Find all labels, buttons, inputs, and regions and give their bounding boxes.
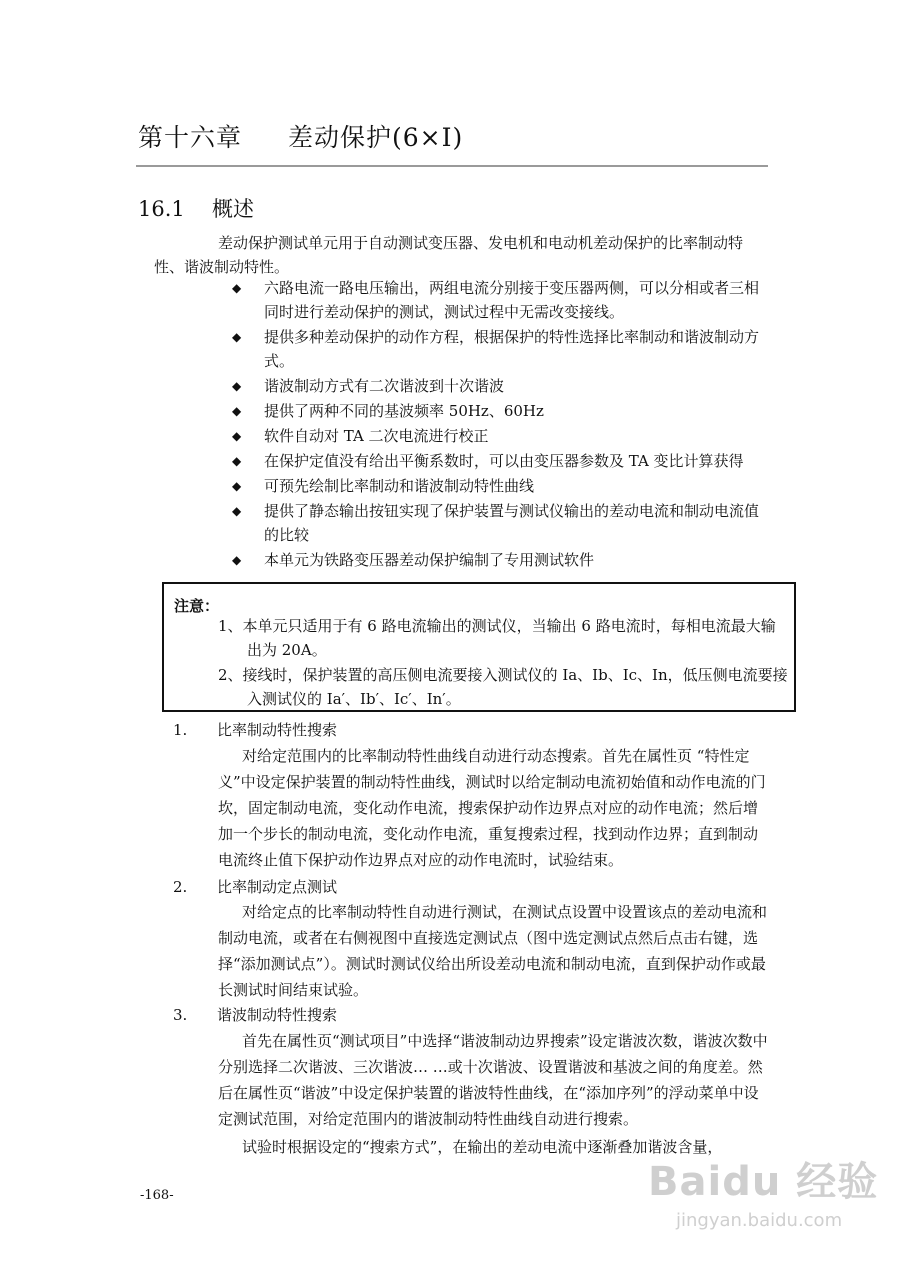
item-body: 对给定范围内的比率制动特性曲线自动进行动态搜索。首先在属性页 “特性定义”中设定保护装置的制动特性曲线，测试时以给定制动电流初始值和动作电流的门坎，固定制动电流，变化动作电流，搜索保护动作边界点对应的动作电流；然后增加一个步长的制动电流，变化动作电流，重复搜索过程，找到动作边界；直到制动电流终止值下保护动作边界点对应的动作电流时，试验结束。 <box>218 747 766 869</box>
note-item <box>218 663 788 711</box>
baidu-jingyan-logo: Baidu 经验 <box>648 1159 879 1205</box>
intro-paragraph <box>154 231 770 279</box>
feature-item <box>232 449 772 473</box>
diamond-bullet-icon: ◆ <box>232 429 242 443</box>
section-title: 概述 <box>212 197 254 221</box>
feature-item <box>232 374 772 398</box>
feature-text: 提供了静态输出按钮实现了保护装置与测试仪输出的差动电流和制动电流值的比较 <box>264 502 760 544</box>
item-heading <box>173 719 337 740</box>
diamond-bullet-icon: ◆ <box>232 330 242 344</box>
item-heading <box>173 876 337 897</box>
feature-text: 可预先绘制比率制动和谐波制动特性曲线 <box>264 477 535 495</box>
note-box <box>162 582 796 712</box>
item-title: 比率制动定点测试 <box>217 878 338 896</box>
item-number: 3. <box>173 1006 188 1024</box>
watermark <box>648 1150 888 1268</box>
page-number: -168- <box>140 1188 174 1203</box>
diamond-bullet-icon: ◆ <box>232 479 242 493</box>
feature-item <box>232 499 772 547</box>
section-number: 16.1 <box>138 197 185 221</box>
feature-list <box>232 276 772 573</box>
intro-line-1: 差动保护测试单元用于自动测试变压器、发电机和电动机差动保护的比率制动特 <box>218 234 744 252</box>
item-number: 1. <box>173 721 188 739</box>
diamond-bullet-icon: ◆ <box>232 504 242 518</box>
note-label: 注意： <box>174 597 220 615</box>
diamond-bullet-icon: ◆ <box>232 404 242 418</box>
feature-item <box>232 399 772 423</box>
feature-text: 本单元为铁路变压器差动保护编制了专用测试软件 <box>264 551 595 569</box>
item-body: 首先在属性页“测试项目”中选择“谐波制动边界搜索”设定谐波次数，谐波次数中分别选择二次谐波、三次谐波… …或十次谐波、设置谐波和基波之间的角度差。然后在属性页“谐波”中设定保护装置的谐波特性曲线，在“添加序列”的浮动菜单中设定测试范围，对给定范围内的谐波制动特性曲线自动进行搜索。 <box>218 1032 768 1128</box>
chapter-title <box>138 118 463 154</box>
chapter-number: 第十六章 <box>138 123 243 152</box>
feature-text: 谐波制动方式有二次谐波到十次谐波 <box>264 377 505 395</box>
item-title: 谐波制动特性搜索 <box>217 1006 338 1024</box>
note-text: 2、接线时，保护装置的高压侧电流要接入测试仪的 Ia、Ib、Ic、In，低压侧电流要接入测试仪的 Ia′、Ib′、Ic′、In′。 <box>218 666 788 708</box>
feature-item <box>232 424 772 448</box>
intro-line-2: 性、谐波制动特性。 <box>154 258 290 276</box>
note-item <box>218 614 788 662</box>
item-number: 2. <box>173 878 188 896</box>
feature-text: 软件自动对 TA 二次电流进行校正 <box>264 427 489 445</box>
watermark-url: jingyan.baidu.com <box>676 1210 843 1231</box>
feature-text: 提供多种差动保护的动作方程，根据保护的特性选择比率制动和谐波制动方式。 <box>264 328 760 370</box>
item-body: 对给定点的比率制动特性自动进行测试，在测试点设置中设置该点的差动电流和制动电流，或者在右侧视图中直接选定测试点（图中选定测试点然后点击右键，选择“添加测试点”）。测试时测试仪给出所设差动电流和制动电流，直到保护动作或最长测试时间结束试验。 <box>218 903 768 999</box>
feature-item <box>232 548 772 572</box>
feature-text: 在保护定值没有给出平衡系数时，可以由变压器参数及 TA 变比计算获得 <box>264 452 744 470</box>
section-heading <box>138 193 254 223</box>
item-body-continued: 试验时根据设定的“搜索方式”，在输出的差动电流中逐渐叠加谐波含量， <box>242 1138 723 1156</box>
chapter-name: 差动保护(6×I) <box>288 123 464 152</box>
feature-item <box>232 325 772 373</box>
feature-text: 提供了两种不同的基波频率 50Hz、60Hz <box>264 402 544 420</box>
diamond-bullet-icon: ◆ <box>232 454 242 468</box>
feature-text: 六路电流一路电压输出，两组电流分别接于变压器两侧，可以分相或者三相同时进行差动保护的测试，测试过程中无需改变接线。 <box>264 279 760 321</box>
diamond-bullet-icon: ◆ <box>232 553 242 567</box>
diamond-bullet-icon: ◆ <box>232 281 242 295</box>
title-divider <box>136 165 768 167</box>
item-title: 比率制动特性搜索 <box>217 721 338 739</box>
feature-item <box>232 276 772 324</box>
diamond-bullet-icon: ◆ <box>232 379 242 393</box>
item-heading <box>173 1004 337 1025</box>
feature-item <box>232 474 772 498</box>
note-text: 1、本单元只适用于有 6 路电流输出的测试仪，当输出 6 路电流时，每相电流最大输出为 20A。 <box>218 617 776 659</box>
